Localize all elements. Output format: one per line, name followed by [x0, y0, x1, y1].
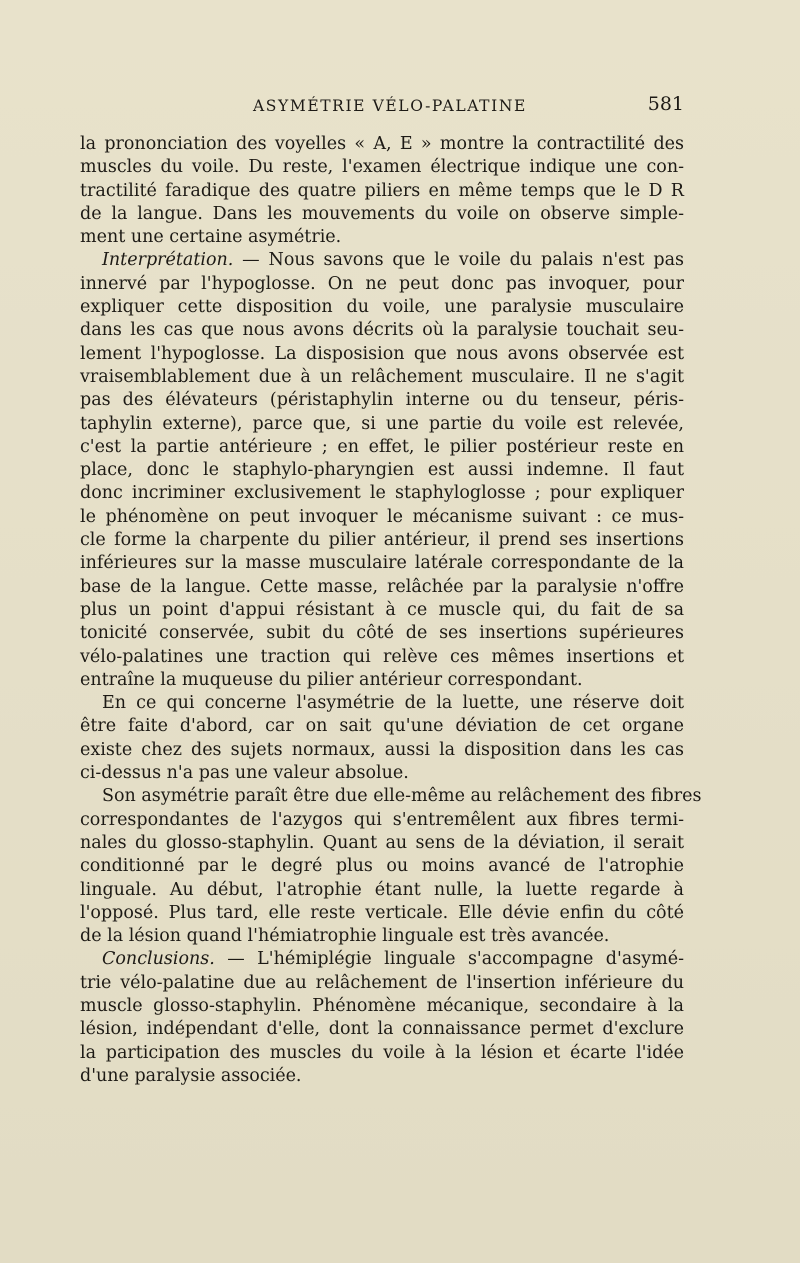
text-line: Son asymétrie paraît être due elle-même au relâchement des fibres — [102, 786, 702, 807]
section-lead: Conclusions. — [102, 949, 215, 970]
text-line: lésion, indépendant d'elle, dont la connaissance permet d'exclure — [80, 1019, 684, 1040]
page-header — [80, 95, 684, 121]
text-line: de la lésion quand l'hémiatrophie linguale est très avancée. — [80, 926, 610, 947]
paragraph-conclusions — [80, 948, 684, 1088]
text-line: muscles du voile. Du reste, l'examen électrique indique une con- — [80, 157, 684, 178]
text-line: expliquer cette disposition du voile, une paralysie musculaire — [80, 297, 684, 318]
text-line: correspondantes de l'azygos qui s'entremêlent aux fibres termi- — [80, 809, 684, 830]
text-line: la participation des muscles du voile à la lésion et écarte l'idée — [80, 1042, 684, 1063]
text-line: tonicité conservée, subit du côté de ses insertions supérieures — [80, 623, 684, 644]
section-lead: Interprétation. — [102, 250, 234, 271]
text-line: nales du glosso-staphylin. Quant au sens de la déviation, il serait — [80, 832, 684, 853]
text-line: cle forme la charpente du pilier antérieur, il prend ses insertions — [80, 530, 684, 551]
running-title: ASYMÉTRIE VÉLO-PALATINE — [253, 97, 527, 115]
text-line: tractilité faradique des quatre piliers en même temps que le D R — [80, 180, 684, 201]
paragraph — [80, 785, 702, 948]
text-line: entraîne la muqueuse du pilier antérieur correspondant. — [80, 669, 583, 690]
text-line: de la langue. Dans les mouvements du voile on observe simple- — [80, 203, 684, 224]
text-line: linguale. Au début, l'atrophie étant nulle, la luette regarde à — [80, 879, 684, 900]
text-line: ci-dessus n'a pas une valeur absolue. — [80, 763, 409, 784]
text-line: En ce qui concerne l'asymétrie de la luette, une réserve doit — [102, 693, 684, 714]
text-line: dans les cas que nous avons décrits où la paralysie touchait seu- — [80, 320, 684, 341]
text-line: lement l'hypoglosse. La disposision que nous avons observée est — [80, 343, 684, 364]
text-line: place, donc le staphylo-pharyngien est aussi indemne. Il faut — [80, 460, 684, 481]
text-line: trie vélo-palatine due au relâchement de l'insertion inférieure du — [80, 972, 684, 993]
text-line: taphylin externe), parce que, si une partie du voile est relevée, — [80, 413, 684, 434]
text-line: être faite d'abord, car on sait qu'une déviation de cet organe — [80, 716, 684, 737]
paragraph-interpretation — [80, 249, 684, 692]
text-line: la prononciation des voyelles « A, E » montre la contractilité des — [80, 134, 684, 154]
text-line: donc incriminer exclusivement le staphyloglosse ; pour expliquer — [80, 483, 684, 504]
text-line: c'est la partie antérieure ; en effet, le pilier postérieur reste en — [80, 436, 684, 457]
text-line: le phénomène on peut invoquer le mécanisme suivant : ce mus- — [80, 506, 684, 527]
paragraph — [80, 692, 684, 785]
text-line: vélo-palatines une traction qui relève ces mêmes insertions et — [80, 646, 684, 667]
text-line: muscle glosso-staphylin. Phénomène mécanique, secondaire à la — [80, 995, 684, 1016]
body-text — [80, 133, 702, 1088]
text-line: d'une paralysie associée. — [80, 1065, 302, 1086]
text-line: base de la langue. Cette masse, relâchée par la paralysie n'offre — [80, 576, 684, 597]
text-line: existe chez des sujets normaux, aussi la disposition dans les cas — [80, 739, 684, 760]
text-line: pas des élévateurs (péristaphylin interne ou du tenseur, péris- — [80, 390, 684, 411]
text-line: innervé par l'hypoglosse. On ne peut donc pas invoquer, pour — [80, 273, 684, 294]
text-line: plus un point d'appui résistant à ce muscle qui, du fait de sa — [80, 599, 684, 620]
text-line: conditionné par le degré plus ou moins avancé de l'atrophie — [80, 856, 684, 877]
text-line: Interprétation. — Nous savons que le voile du palais n'est pas — [102, 250, 684, 271]
text-line: l'opposé. Plus tard, elle reste verticale. Elle dévie enfin du côté — [80, 902, 684, 923]
text-line: ment une certaine asymétrie. — [80, 227, 342, 248]
page-number: 581 — [647, 93, 684, 115]
text-line: inférieures sur la masse musculaire latérale correspondante de la — [80, 553, 684, 574]
paragraph — [80, 133, 684, 249]
text-line: vraisemblablement due à un relâchement musculaire. Il ne s'agit — [80, 366, 684, 387]
text-line: Conclusions. — L'hémiplégie linguale s'accompagne d'asymé- — [102, 949, 684, 970]
